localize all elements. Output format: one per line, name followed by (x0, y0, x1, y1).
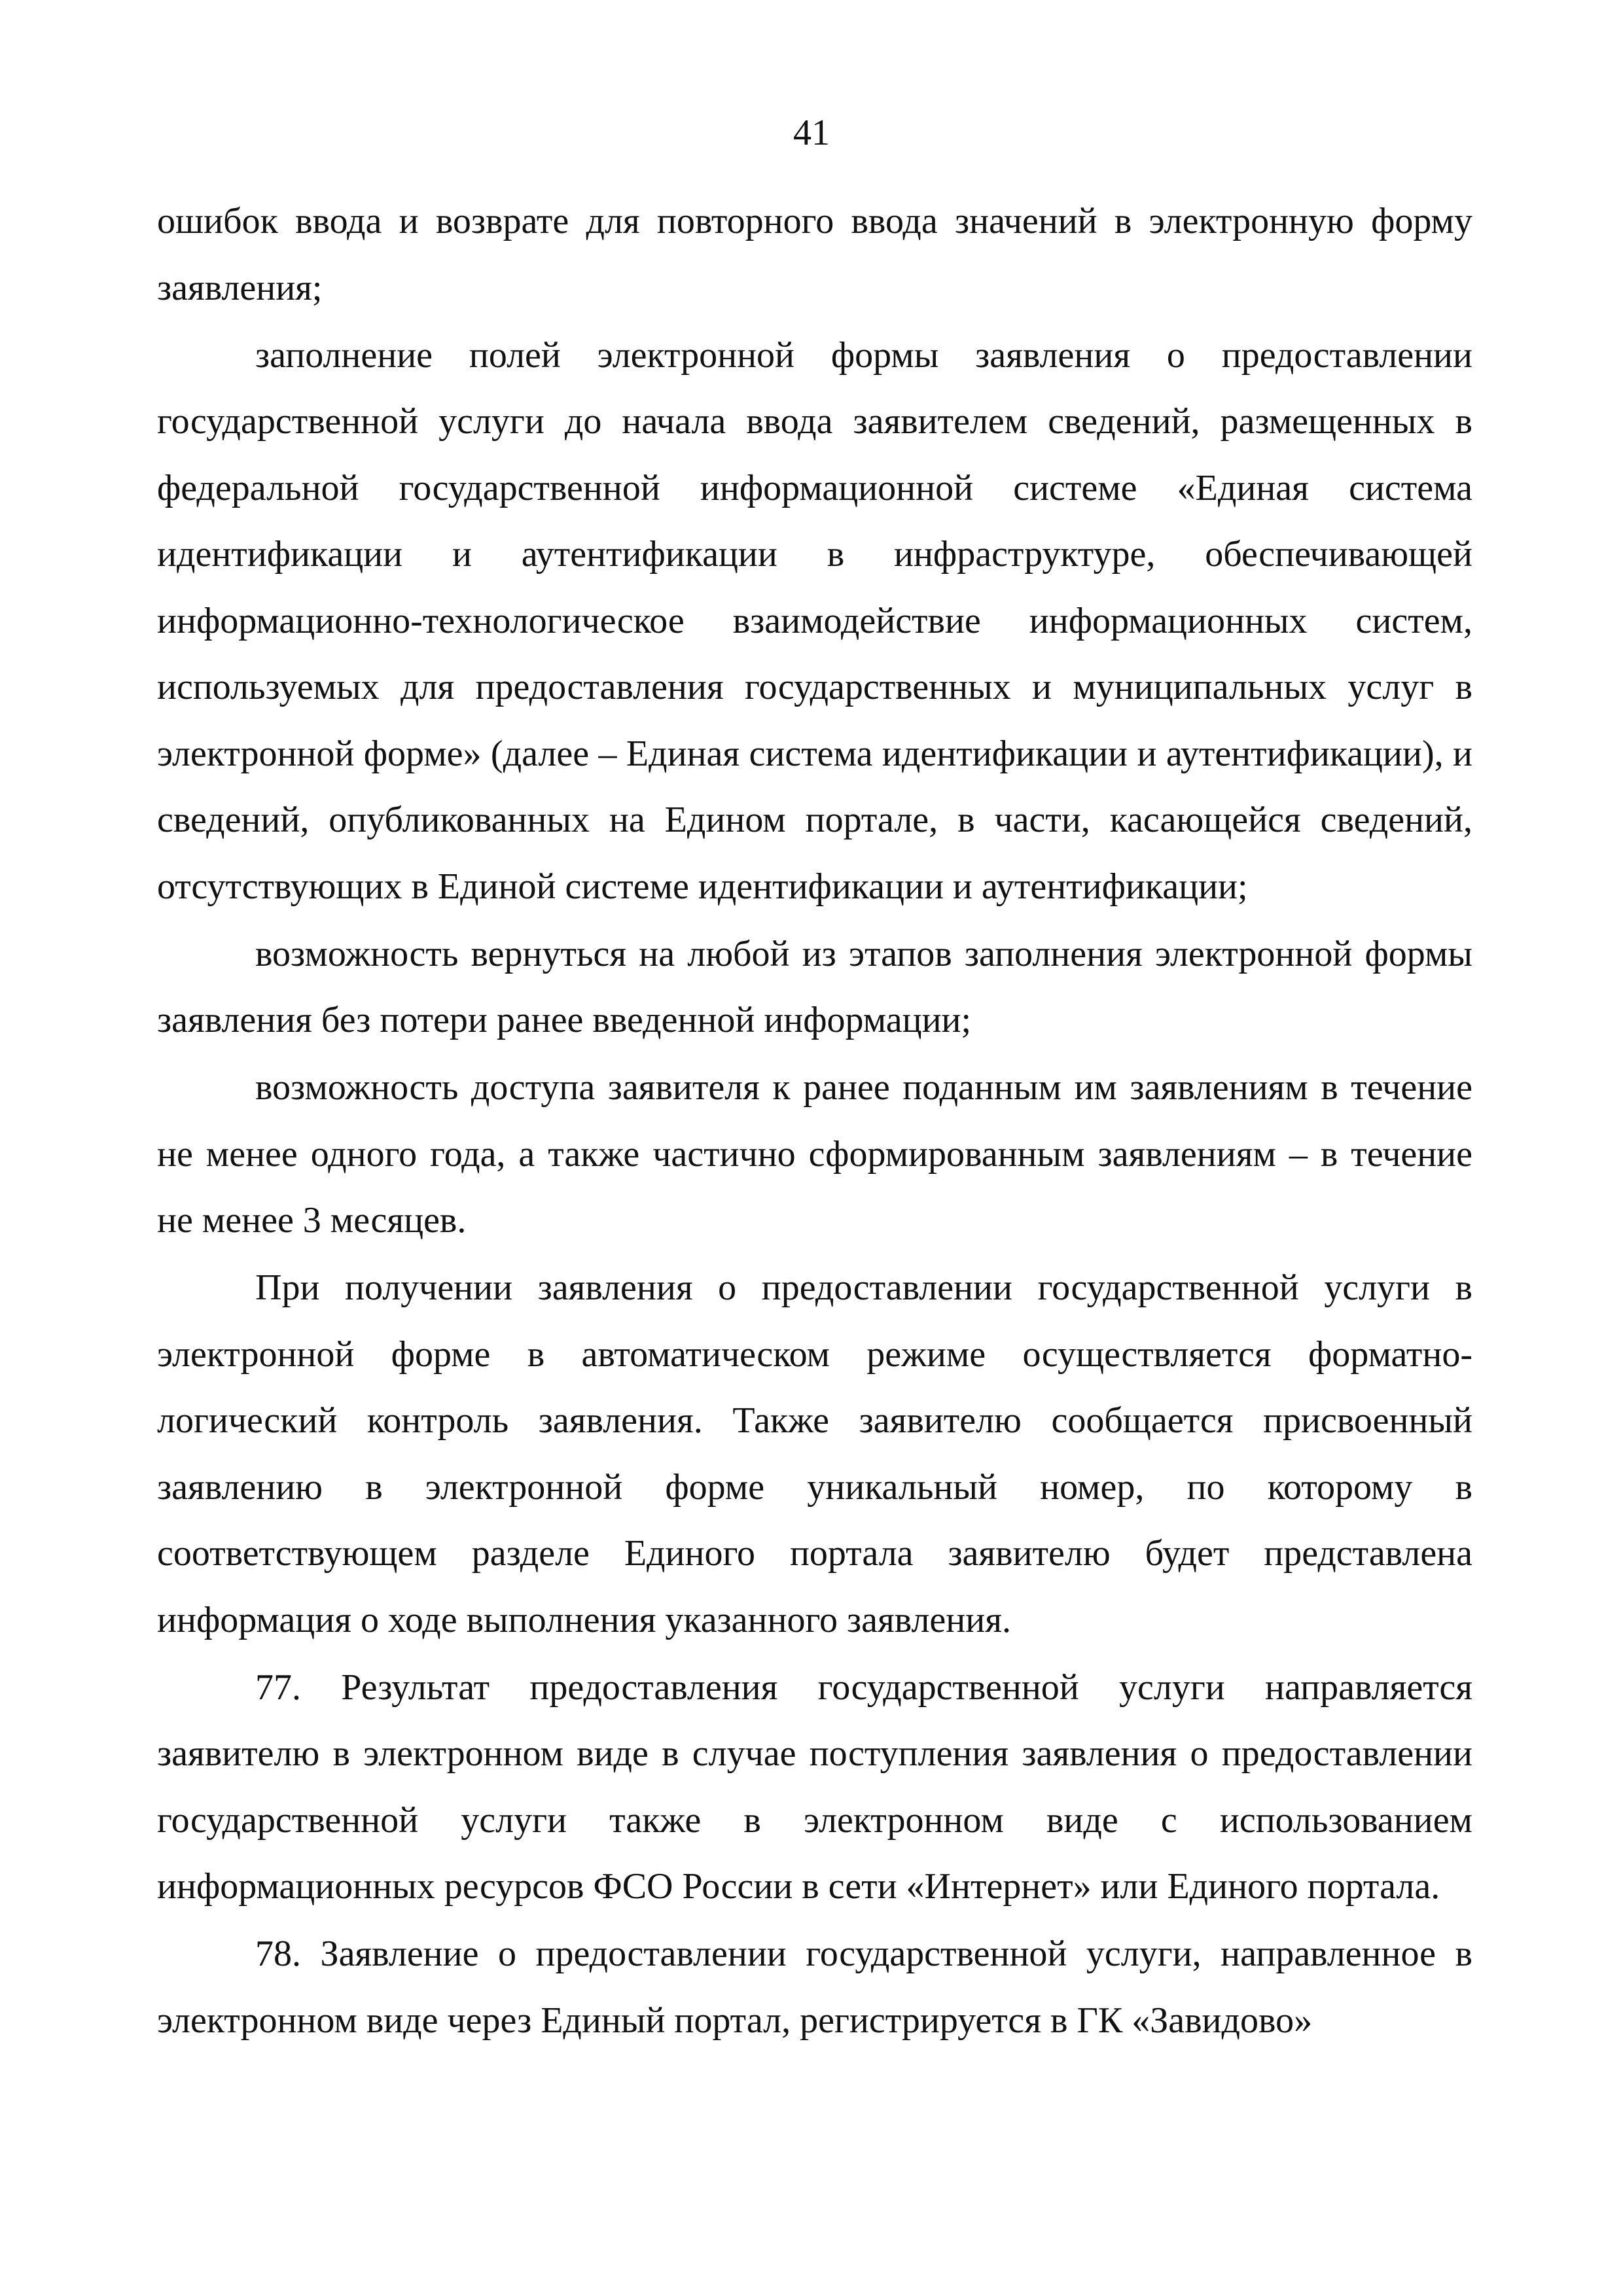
paragraph-item-78: 78. Заявление о предоставлении государственной услуги, направленное в электронном виде через Единый портал, регистрируется в ГК «Завидово» (157, 1934, 1472, 2041)
document-body (157, 188, 1472, 2054)
paragraph-form-autofill: заполнение полей электронной формы заявления о предоставлении государственной услуги до начала ввода заявителем сведений, размещенных в федеральной государственной информационной системе «Единая система идентификации и аутентификации в инфраструктуре, обеспечивающей информационно-технологическое взаимодействие информационных систем, используемых для предоставления государственных и муниципальных услуг в электронной форме» (далее – Единая система идентификации и аутентификации), и сведений, опубликованных на Едином портале, в части, касающейся сведений, отсутствующих в Единой системе идентификации и аутентификации; (157, 334, 1472, 907)
paragraph-input-errors-continuation: ошибок ввода и возврате для повторного ввода значений в электронную форму заявления; (157, 201, 1472, 308)
paragraph-format-logical-control: При получении заявления о предоставлении государственной услуги в электронной форме в автоматическом режиме осуществляется форматно-логический контроль заявления. Также заявителю сообщается присвоенный заявлению в электронной форме уникальный номер, по которому в соответствующем разделе Единого портала заявителю будет представлена информация о ходе выполнения указанного заявления. (157, 1267, 1472, 1640)
paragraph-item-77: 77. Результат предоставления государственной услуги направляется заявителю в электронном виде в случае поступления заявления о предоставлении государственной услуги также в электронном виде с использованием информационных ресурсов ФСО России в сети «Интернет» или Единого портала. (157, 1667, 1472, 1907)
page-number: 41 (793, 113, 830, 153)
paragraph-return-to-step: возможность вернуться на любой из этапов заполнения электронной формы заявления без потери ранее введенной информации; (157, 933, 1472, 1040)
paragraph-access-to-applications: возможность доступа заявителя к ранее поданным им заявлениям в течение не менее одного года, а также частично сформированным заявлениям – в течение не менее 3 месяцев. (157, 1067, 1472, 1241)
